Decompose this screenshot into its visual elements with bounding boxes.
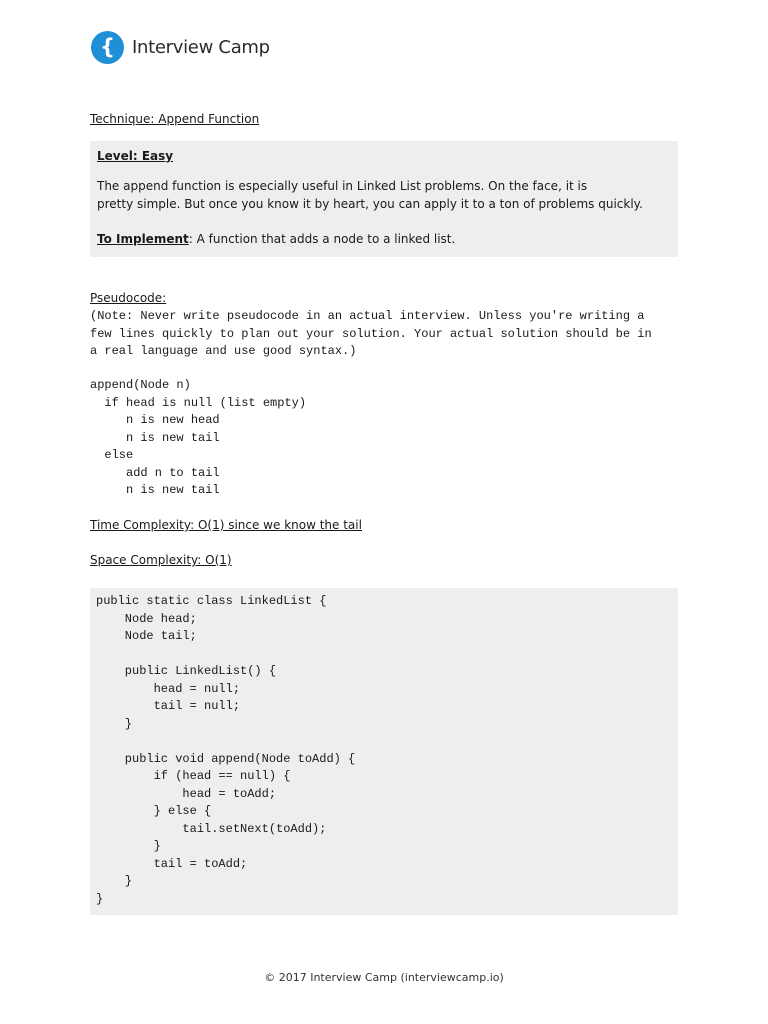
pseudocode-block: append(Node n) if head is null (list empty) n is new head n is new tail else add n to tail n is new tail — [90, 378, 307, 497]
technique-description: The append function is especially useful in Linked List problems. On the face, it is pretty simple. But once you know it by heart, you can apply it to a ton of problems quickly. — [97, 179, 643, 211]
java-code-block: public static class LinkedList { Node head; Node tail; public LinkedList() { head = null; tail = null; } public void append(Node toAdd) { if (head == null) { head = toAdd; } else { tail.setNext(toAdd); } tail = toAdd; } } — [96, 594, 356, 906]
technique-title: Technique: Append Function — [90, 112, 260, 126]
implement-text: : A function that adds a node to a linked list. — [188, 232, 456, 246]
pseudocode-note: (Note: Never write pseudocode in an actual interview. Unless you're writing a few lines quickly to plan out your solution. Your actual solution should be in a real language and use good syntax.) — [90, 309, 652, 358]
space-complexity: Space Complexity: O(1) — [90, 553, 232, 567]
pseudocode-label: Pseudocode: — [90, 291, 167, 305]
implement-label: To Implement — [97, 232, 189, 246]
brand-name: Interview Camp — [132, 37, 270, 58]
brand-logo — [91, 31, 270, 64]
implement-line — [97, 230, 671, 248]
footer-copyright: © 2017 Interview Camp (interviewcamp.io) — [264, 971, 504, 984]
brace-logo-icon: { — [91, 31, 124, 64]
time-complexity: Time Complexity: O(1) since we know the tail — [90, 518, 362, 532]
java-code-box — [90, 588, 678, 915]
level-box — [90, 141, 678, 257]
level-label: Level: Easy — [97, 149, 174, 163]
